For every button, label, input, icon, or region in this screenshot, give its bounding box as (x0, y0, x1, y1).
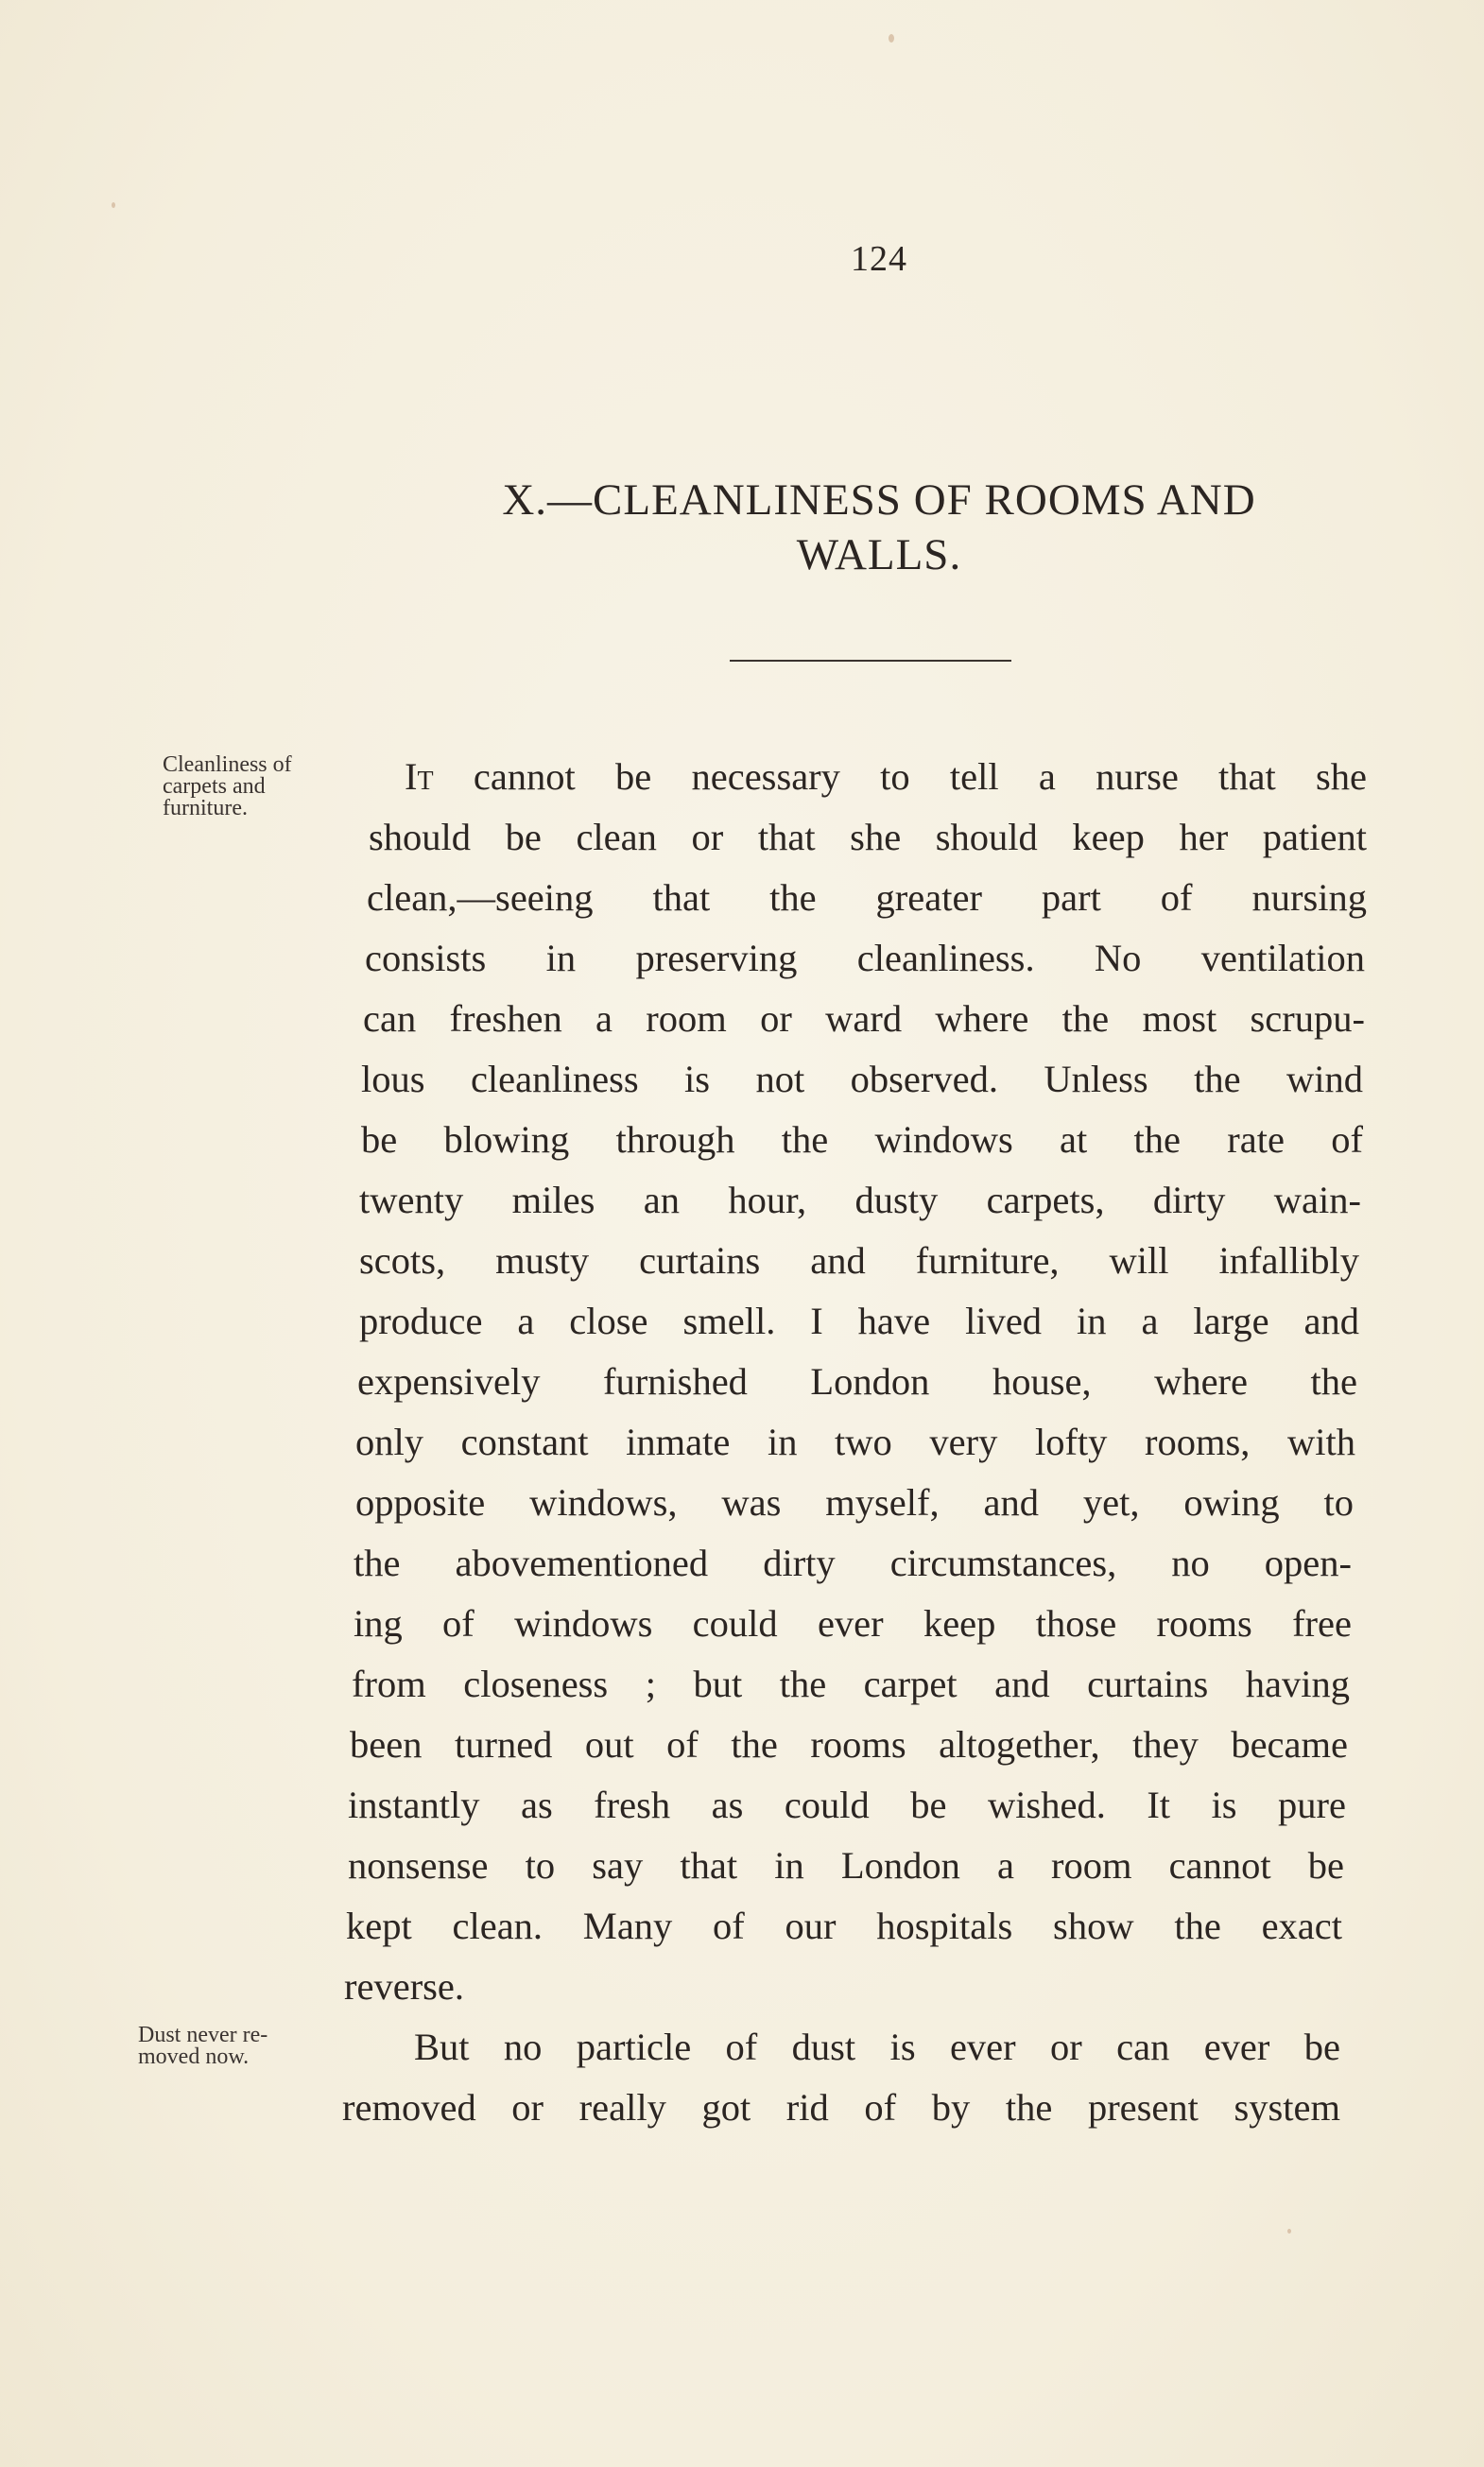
chapter-title-line: WALLS. (796, 530, 962, 579)
sidenote-line: furniture. (163, 796, 248, 820)
body-line: the abovementioned dirty circumstances, no open- (354, 1542, 1352, 1584)
body-line: nonsense to say that in London a room cannot be (348, 1844, 1344, 1887)
body-line: only constant inmate in two very lofty rooms, with (355, 1421, 1355, 1463)
paper-speck (889, 34, 894, 43)
body-line: removed or really got rid of by the present system (342, 2086, 1340, 2129)
paper-speck (1287, 2229, 1291, 2234)
body-line: from closeness ; but the carpet and curtains having (352, 1663, 1350, 1705)
body-line (405, 754, 1367, 800)
body-line: expensively furnished London house, where the (357, 1360, 1357, 1403)
sidenote-line: moved now. (138, 2044, 250, 2069)
body-line: reverse. (344, 1965, 465, 2008)
body-line: ing of windows could ever keep those rooms free (354, 1602, 1352, 1645)
body-line: consists in preserving cleanliness. No ventilation (365, 937, 1365, 979)
body-line: instantly as fresh as could be wished. It is pure (348, 1784, 1346, 1826)
body-line: can freshen a room or ward where the most scrupu- (363, 997, 1365, 1040)
sidenote-cleanliness (163, 754, 361, 819)
body-line: kept clean. Many of our hospitals show the exact (346, 1905, 1342, 1947)
page-number: 124 (851, 239, 907, 279)
body-line-text: cannot be necessary to tell a nurse that she (473, 755, 1368, 798)
body-line: scots, musty curtains and furniture, will infallibly (359, 1239, 1359, 1282)
body-line: be blowing through the windows at the rate of (361, 1118, 1363, 1161)
dropcap-word: It (405, 755, 434, 798)
sidenote-line: Cleanliness of (163, 752, 292, 777)
body-line: produce a close smell. I have lived in a large and (359, 1300, 1359, 1342)
chapter-title (397, 473, 1361, 582)
body-line: been turned out of the rooms altogether, they became (350, 1723, 1348, 1766)
body-line: But no particle of dust is ever or can ever be (414, 2026, 1340, 2068)
body-line: twenty miles an hour, dusty carpets, dirty wain- (359, 1179, 1361, 1221)
paper-speck (112, 202, 115, 208)
sidenote-line: Dust never re- (138, 2023, 268, 2047)
sidenote-line: carpets and (163, 774, 266, 799)
body-line: clean,—seeing that the greater part of nursing (367, 876, 1367, 919)
chapter-title-line: X.—CLEANLINESS OF ROOMS AND (502, 475, 1256, 525)
sidenote-dust (138, 2025, 336, 2068)
body-line: lous cleanliness is not observed. Unless the wind (361, 1058, 1363, 1100)
body-line: opposite windows, was myself, and yet, owing to (355, 1481, 1354, 1524)
title-rule (730, 660, 1011, 662)
body-line: should be clean or that she should keep her patient (369, 816, 1367, 858)
